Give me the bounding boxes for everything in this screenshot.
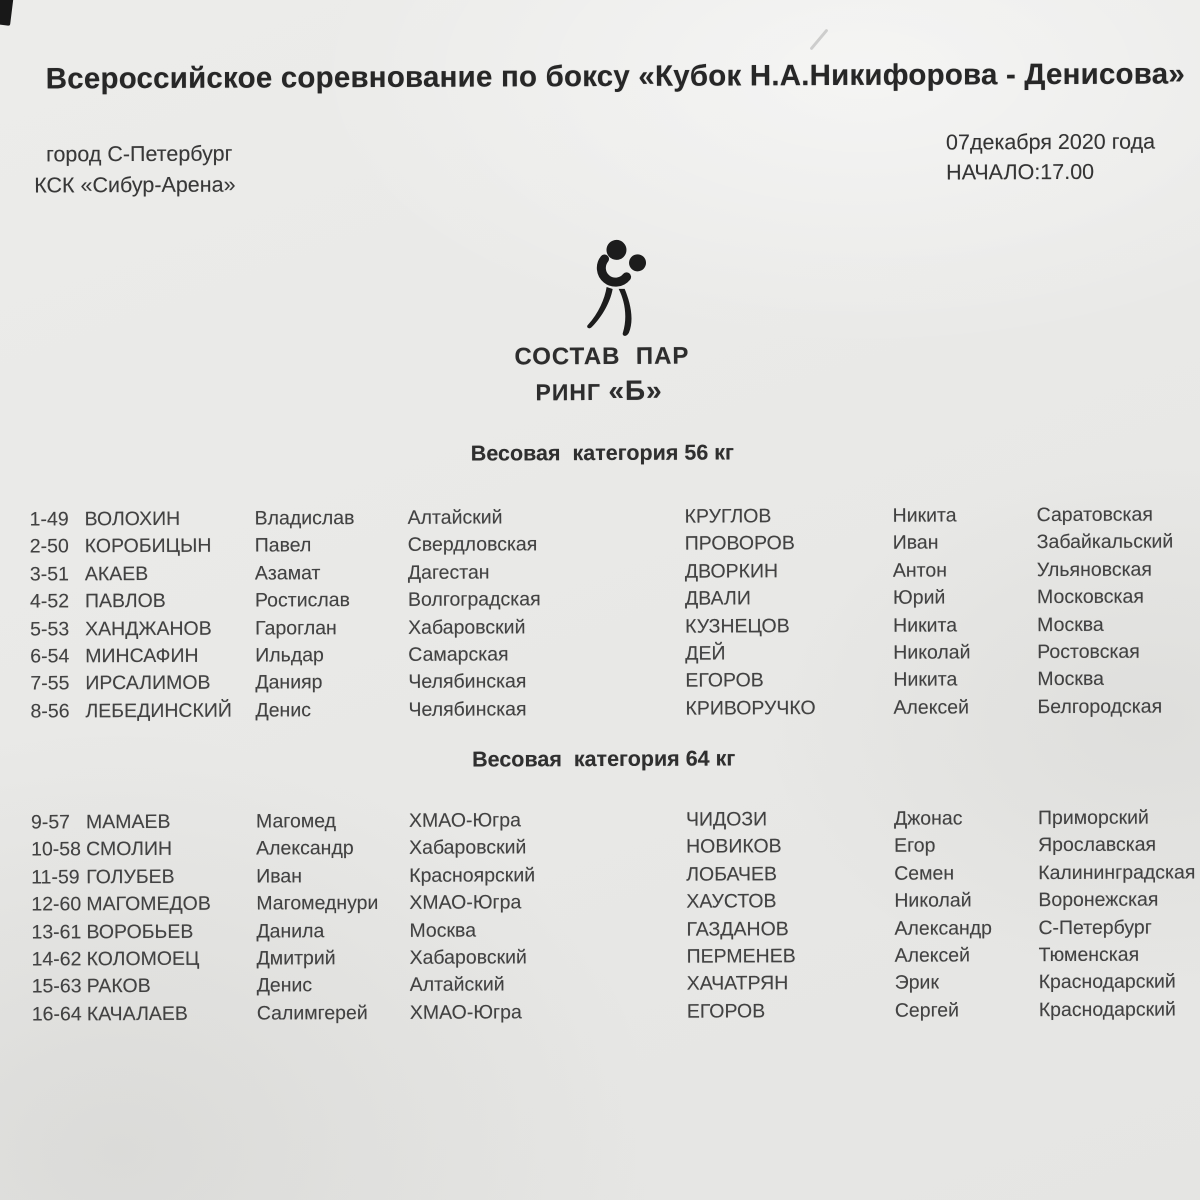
red-region: Челябинская bbox=[408, 670, 527, 694]
pair-number: 9-57 bbox=[30, 811, 71, 834]
blue-region: Краснодарский bbox=[1038, 998, 1176, 1021]
blue-firstname: Алексей bbox=[894, 944, 971, 967]
blue-region: Ульяновская bbox=[1036, 558, 1152, 581]
pair-number: 12-60 bbox=[31, 893, 82, 916]
red-surname: МИНСАФИН bbox=[85, 644, 199, 668]
red-firstname: Владислав bbox=[254, 507, 355, 530]
red-surname: ГОЛУБЕВ bbox=[86, 865, 175, 889]
red-firstname: Ростислав bbox=[254, 589, 350, 612]
blue-surname: ГАЗДАНОВ bbox=[686, 917, 789, 941]
pair-number: 4-52 bbox=[29, 590, 70, 613]
blue-firstname: Юрий bbox=[892, 586, 946, 609]
red-firstname: Денис bbox=[255, 698, 311, 722]
pair-number: 3-51 bbox=[29, 563, 69, 586]
venue-arena: КСК «Сибур-Арена» bbox=[34, 172, 236, 198]
blue-surname: ЧИДОЗИ bbox=[685, 808, 768, 831]
red-surname: ХАНДЖАНОВ bbox=[85, 617, 212, 640]
pair-number: 16-64 bbox=[31, 1003, 82, 1026]
pairs-list-heading: СОСТАВ ПАР bbox=[514, 342, 690, 371]
blue-firstname: Антон bbox=[892, 559, 948, 582]
red-firstname: Магомед bbox=[255, 810, 337, 833]
red-firstname: Гароглан bbox=[255, 616, 337, 640]
blue-region: Калининградская bbox=[1038, 861, 1196, 884]
venue-block bbox=[34, 139, 236, 202]
red-surname: МАМАЕВ bbox=[85, 810, 171, 834]
pair-number: 10-58 bbox=[31, 838, 82, 861]
red-surname: ВОРОБЬЕВ bbox=[86, 920, 194, 943]
red-region: Красноярский bbox=[409, 864, 536, 887]
blue-region: Московская bbox=[1036, 585, 1144, 609]
red-firstname: Ильдар bbox=[255, 644, 324, 667]
blue-firstname: Никита bbox=[893, 614, 958, 637]
red-region: Самарская bbox=[408, 643, 509, 666]
red-region: Хабаровский bbox=[409, 836, 527, 860]
red-firstname: Данияр bbox=[255, 671, 323, 694]
red-surname: ИРСАЛИМОВ bbox=[85, 672, 211, 695]
red-surname: КОРОБИЦЫН bbox=[84, 535, 212, 558]
red-surname: РАКОВ bbox=[86, 975, 151, 998]
red-region: Хабаровский bbox=[408, 615, 526, 639]
blue-surname: КУЗНЕЦОВ bbox=[685, 614, 790, 638]
blue-region: Забайкальский bbox=[1036, 530, 1174, 554]
red-surname: МАГОМЕДОВ bbox=[86, 892, 211, 916]
blue-firstname: Николай bbox=[893, 641, 971, 664]
blue-firstname: Егор bbox=[894, 834, 936, 858]
red-firstname: Павел bbox=[254, 534, 312, 557]
red-region: Челябинская bbox=[408, 698, 527, 721]
event-date: 07декабря 2020 года bbox=[945, 129, 1156, 155]
red-region: Дагестан bbox=[407, 561, 490, 584]
blue-surname: ДВОРКИН bbox=[684, 560, 779, 583]
red-region: Свердловская bbox=[407, 533, 538, 557]
blue-region: Москва bbox=[1037, 668, 1104, 691]
pair-row bbox=[30, 695, 1195, 727]
red-surname: ПАВЛОВ bbox=[84, 590, 166, 613]
ring-letter: «Б» bbox=[608, 374, 663, 406]
blue-region: Воронежская bbox=[1038, 888, 1159, 912]
blue-surname: ПРОВОРОВ bbox=[684, 532, 795, 556]
blue-surname: ЛОБАЧЕВ bbox=[686, 863, 778, 886]
red-firstname: Дмитрий bbox=[256, 947, 336, 970]
blue-region: Ростовская bbox=[1037, 640, 1140, 664]
blue-region: Ярославская bbox=[1038, 833, 1157, 857]
red-region: Алтайский bbox=[409, 973, 505, 997]
blue-firstname: Джонас bbox=[893, 807, 963, 830]
blue-region: Саратовская bbox=[1036, 503, 1153, 527]
red-region: ХМАО-Югра bbox=[408, 809, 522, 832]
pair-number: 6-54 bbox=[30, 645, 70, 668]
red-region: Волгоградская bbox=[407, 588, 541, 612]
red-surname: КАЧАЛАЕВ bbox=[86, 1002, 188, 1025]
blue-region: С-Петербург bbox=[1038, 916, 1152, 939]
blue-surname: ПЕРМЕНЕВ bbox=[686, 945, 796, 968]
blue-surname: ХАУСТОВ bbox=[686, 890, 777, 913]
blue-region: Приморский bbox=[1037, 806, 1149, 830]
blue-surname: ЕГОРОВ bbox=[685, 669, 764, 692]
blue-surname: ХАЧАТРЯН bbox=[686, 972, 789, 995]
pairs-table-56kg bbox=[30, 503, 1196, 727]
red-region: Хабаровский bbox=[409, 946, 527, 969]
red-firstname: Азамат bbox=[254, 562, 321, 585]
red-surname: АКАЕВ bbox=[84, 562, 149, 586]
page-title: Всероссийское соревнование по боксу «Кубок Н.А.Никифорова - Денисова» bbox=[45, 57, 1185, 96]
blue-region: Белгородская bbox=[1037, 695, 1163, 718]
blue-surname: ЕГОРОВ bbox=[686, 1000, 766, 1023]
blue-firstname: Эрик bbox=[894, 971, 940, 995]
pair-number: 8-56 bbox=[30, 700, 70, 723]
red-firstname: Александр bbox=[256, 837, 354, 860]
start-time: НАЧАЛО:17.00 bbox=[946, 159, 1095, 185]
blue-firstname: Сергей bbox=[894, 999, 960, 1022]
blue-region: Краснодарский bbox=[1038, 970, 1176, 994]
red-region: ХМАО-Югра bbox=[409, 891, 522, 915]
pair-number: 5-53 bbox=[30, 617, 70, 641]
blue-firstname: Семен bbox=[894, 862, 955, 885]
pairs-table-64kg bbox=[31, 806, 1197, 1030]
blue-surname: ДВАЛИ bbox=[684, 587, 751, 610]
blue-firstname: Иван bbox=[892, 531, 939, 555]
red-region: Москва bbox=[409, 919, 477, 942]
venue-city: город С-Петербург bbox=[45, 141, 233, 167]
red-surname: ЛЕБЕДИНСКИЙ bbox=[85, 699, 232, 722]
pair-number: 13-61 bbox=[31, 920, 82, 944]
blue-firstname: Алексей bbox=[893, 696, 969, 719]
red-surname: ВОЛОХИН bbox=[84, 507, 181, 531]
weight-category-heading-56kg: Весовая категория 56 кг bbox=[470, 440, 734, 466]
blue-firstname: Никита bbox=[893, 668, 958, 692]
blue-surname: ДЕЙ bbox=[685, 642, 726, 665]
boxer-icon bbox=[580, 237, 660, 337]
blue-firstname: Александр bbox=[894, 916, 993, 940]
blue-region: Тюменская bbox=[1038, 943, 1140, 967]
red-firstname: Данила bbox=[256, 919, 325, 943]
pair-number: 14-62 bbox=[31, 948, 82, 971]
ring-heading bbox=[0, 372, 1199, 409]
pair-row bbox=[32, 998, 1197, 1030]
red-surname: СМОЛИН bbox=[86, 838, 173, 861]
red-region: Алтайский bbox=[407, 506, 503, 529]
blue-surname: КРИВОРУЧКО bbox=[685, 696, 816, 720]
pair-number: 1-49 bbox=[29, 508, 69, 531]
blue-firstname: Николай bbox=[894, 889, 972, 912]
red-firstname: Иван bbox=[256, 865, 303, 888]
pair-number: 11-59 bbox=[31, 866, 80, 889]
blue-region: Москва bbox=[1037, 613, 1104, 636]
schedule-block bbox=[946, 127, 1155, 188]
red-region: ХМАО-Югра bbox=[409, 1001, 522, 1024]
blue-surname: КРУГЛОВ bbox=[684, 505, 772, 528]
red-firstname: Салимгерей bbox=[256, 1001, 368, 1025]
ring-label: РИНГ bbox=[535, 378, 609, 406]
pair-number: 15-63 bbox=[31, 975, 82, 998]
blue-surname: НОВИКОВ bbox=[686, 835, 782, 859]
blue-firstname: Никита bbox=[892, 504, 957, 527]
pair-number: 7-55 bbox=[30, 672, 70, 695]
red-firstname: Денис bbox=[256, 974, 313, 997]
pair-number: 2-50 bbox=[29, 535, 69, 558]
red-firstname: Магомеднури bbox=[256, 892, 379, 915]
weight-category-heading-64kg: Весовая категория 64 кг bbox=[472, 746, 736, 772]
red-surname: КОЛОМОЕЦ bbox=[86, 947, 200, 971]
